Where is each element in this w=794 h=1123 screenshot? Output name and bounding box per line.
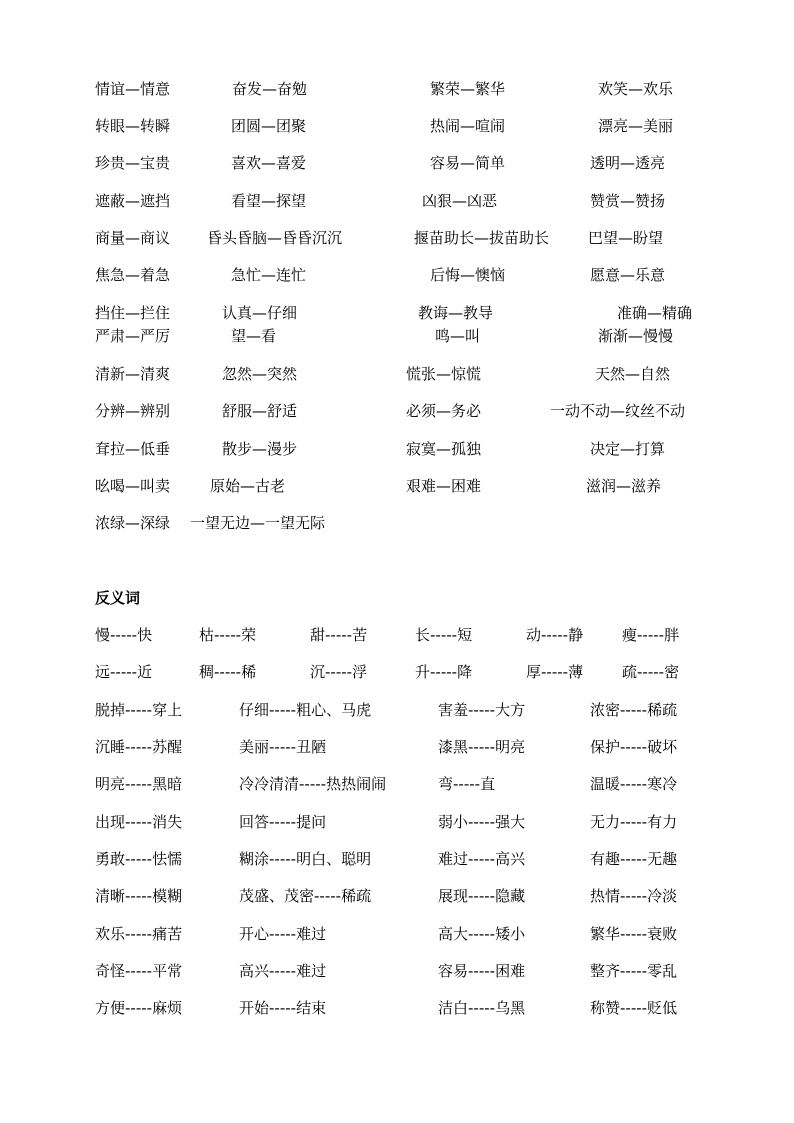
synonym-row: [0, 511, 794, 535]
word-pair: 急忙—连忙: [231, 266, 307, 284]
word-pair: 厚-----薄: [526, 663, 584, 681]
synonym-row: [0, 324, 794, 348]
word-pair: 欢乐-----痛苦: [95, 925, 183, 943]
word-pair: 喜欢—喜爱: [231, 154, 307, 172]
word-pair: 称赞-----贬低: [590, 999, 678, 1017]
word-pair: 清晰-----模糊: [95, 887, 183, 905]
word-pair: 浓绿—深绿: [95, 514, 171, 532]
antonym-row: [0, 959, 794, 983]
word-pair: 清新—清爽: [95, 365, 171, 383]
word-pair: 情谊—情意: [95, 80, 171, 98]
word-pair: 一望无边—一望无际: [190, 514, 326, 532]
word-pair: 透明—透亮: [590, 154, 666, 172]
word-pair: 整齐-----零乱: [590, 962, 678, 980]
word-pair: 弱小-----强大: [438, 813, 526, 831]
word-pair: 散步—漫步: [222, 440, 298, 458]
word-pair: 欢笑—欢乐: [598, 80, 674, 98]
word-pair: 滋润—滋养: [586, 477, 662, 495]
antonym-row: [0, 623, 794, 647]
antonym-row: [0, 996, 794, 1020]
synonym-row: [0, 114, 794, 138]
word-pair: 漂亮—美丽: [598, 117, 674, 135]
word-pair: 有趣-----无趣: [590, 850, 678, 868]
word-pair: 焦急—着急: [95, 266, 171, 284]
word-pair: 繁荣—繁华: [430, 80, 506, 98]
word-pair: 慌张—惊慌: [406, 365, 482, 383]
word-pair: 挡住—拦住: [95, 304, 171, 322]
word-pair: 疏-----密: [622, 663, 680, 681]
word-pair: 必须—务必: [406, 402, 482, 420]
word-pair: 望—看: [231, 327, 277, 345]
synonym-row: [0, 226, 794, 250]
antonym-row: [0, 847, 794, 871]
antonym-row: [0, 735, 794, 759]
word-pair: 忽然—突然: [222, 365, 298, 383]
antonym-row: [0, 772, 794, 796]
word-pair: 开始-----结束: [239, 999, 327, 1017]
antonym-row: [0, 660, 794, 684]
word-pair: 茂盛、茂密-----稀疏: [239, 887, 372, 905]
word-pair: 漆黑-----明亮: [438, 738, 526, 756]
word-pair: 远-----近: [95, 663, 153, 681]
word-pair: 吆喝—叫卖: [95, 477, 171, 495]
word-pair: 决定—打算: [590, 440, 666, 458]
word-pair: 昏头昏脑—昏昏沉沉: [207, 229, 343, 247]
word-pair: 动-----静: [526, 626, 584, 644]
word-pair: 繁华-----衰败: [590, 925, 678, 943]
word-pair: 热情-----冷淡: [590, 887, 678, 905]
word-pair: 原始—古老: [210, 477, 286, 495]
synonym-row: [0, 399, 794, 423]
word-pair: 枯-----荣: [199, 626, 257, 644]
word-pair: 凶狠—凶恶: [422, 192, 498, 210]
word-pair: 奇怪-----平常: [95, 962, 183, 980]
word-pair: 瘦-----胖: [622, 626, 680, 644]
word-pair: 高大-----矮小: [438, 925, 526, 943]
section-heading-antonyms: 反义词: [95, 589, 141, 607]
word-pair: 弯-----直: [438, 775, 496, 793]
word-pair: 严肃—严厉: [95, 327, 171, 345]
word-pair: 浓密-----稀疏: [590, 701, 678, 719]
word-pair: 艰难—困难: [406, 477, 482, 495]
word-pair: 保护-----破坏: [590, 738, 678, 756]
word-pair: 巴望—盼望: [588, 229, 664, 247]
word-pair: 奋发—奋勉: [232, 80, 308, 98]
word-pair: 认真—仔细: [222, 304, 298, 322]
synonym-row: [0, 189, 794, 213]
word-pair: 高兴-----难过: [239, 962, 327, 980]
word-pair: 舒服—舒适: [222, 402, 298, 420]
word-pair: 珍贵—宝贵: [95, 154, 171, 172]
word-pair: 容易—简单: [430, 154, 506, 172]
word-pair: 脱掉-----穿上: [95, 701, 183, 719]
word-pair: 沉睡-----苏醒: [95, 738, 183, 756]
word-pair: 害羞-----大方: [438, 701, 526, 719]
word-pair: 耷拉—低垂: [95, 440, 171, 458]
word-pair: 一动不动—纹丝不动: [550, 402, 686, 420]
word-pair: 准确—精确: [617, 304, 693, 322]
word-pair: 出现-----消失: [95, 813, 183, 831]
word-pair: 转眼—转瞬: [95, 117, 171, 135]
word-pair: 鸣—叫: [435, 327, 481, 345]
word-pair: 洁白-----乌黑: [438, 999, 526, 1017]
word-pair: 看望—探望: [231, 192, 307, 210]
synonym-row: [0, 474, 794, 498]
word-pair: 团圆—团聚: [231, 117, 307, 135]
word-pair: 寂寞—孤独: [406, 440, 482, 458]
antonym-row: [0, 884, 794, 908]
word-pair: 揠苗助长—拔苗助长: [414, 229, 550, 247]
word-pair: 热闹—喧闹: [430, 117, 506, 135]
word-pair: 遮蔽—遮挡: [95, 192, 171, 210]
word-pair: 稠-----稀: [199, 663, 257, 681]
synonym-row: [0, 263, 794, 287]
word-pair: 展现-----隐藏: [438, 887, 526, 905]
word-pair: 商量—商议: [95, 229, 171, 247]
word-pair: 方便-----麻烦: [95, 999, 183, 1017]
word-pair: 渐渐—慢慢: [598, 327, 674, 345]
word-pair: 回答-----提问: [239, 813, 327, 831]
word-pair: 明亮-----黑暗: [95, 775, 183, 793]
word-pair: 愿意—乐意: [590, 266, 666, 284]
word-pair: 天然—自然: [595, 365, 671, 383]
word-pair: 升-----降: [415, 663, 473, 681]
word-pair: 糊涂-----明白、聪明: [239, 850, 372, 868]
word-pair: 甜-----苦: [310, 626, 368, 644]
word-pair: 美丽-----丑陋: [239, 738, 327, 756]
word-pair: 温暖-----寒冷: [590, 775, 678, 793]
word-pair: 勇敢-----怯懦: [95, 850, 183, 868]
word-pair: 赞赏—赞扬: [590, 192, 666, 210]
synonym-row: [0, 151, 794, 175]
synonym-row: [0, 362, 794, 386]
synonym-row: [0, 437, 794, 461]
word-pair: 沉-----浮: [310, 663, 368, 681]
word-pair: 仔细-----粗心、马虎: [239, 701, 372, 719]
antonym-row: [0, 698, 794, 722]
word-pair: 无力-----有力: [590, 813, 678, 831]
word-pair: 慢-----快: [95, 626, 153, 644]
antonym-row: [0, 922, 794, 946]
word-pair: 冷冷清清-----热热闹闹: [239, 775, 387, 793]
word-pair: 长-----短: [415, 626, 473, 644]
word-pair: 开心-----难过: [239, 925, 327, 943]
synonym-row: [0, 301, 794, 325]
word-pair: 教诲—教导: [418, 304, 494, 322]
word-pair: 难过-----高兴: [438, 850, 526, 868]
word-pair: 分辨—辨别: [95, 402, 171, 420]
word-pair: 容易-----困难: [438, 962, 526, 980]
word-pair: 后悔—懊恼: [430, 266, 506, 284]
antonym-row: [0, 810, 794, 834]
synonym-row: [0, 77, 794, 101]
